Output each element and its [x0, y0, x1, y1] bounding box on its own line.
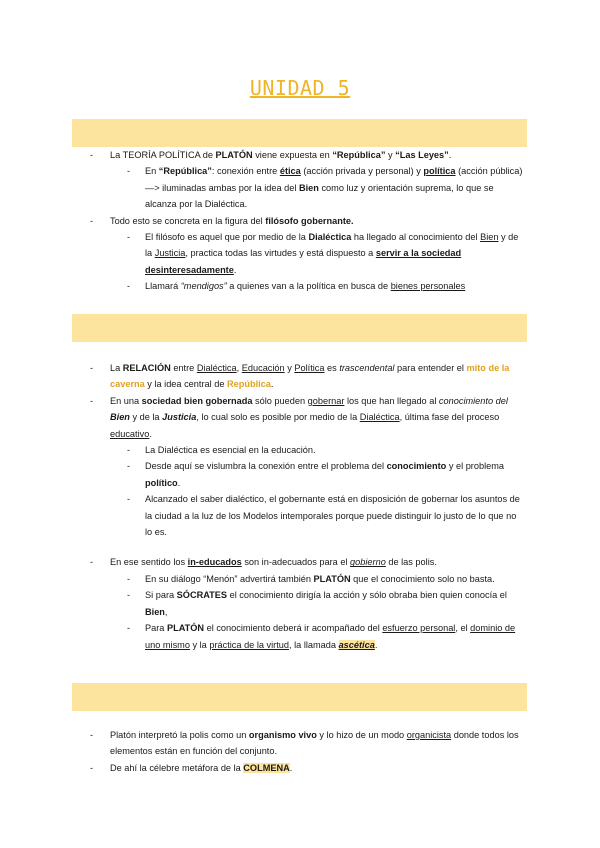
list-item: - En una sociedad bien gobernada sólo pueden gobernar los que han llegado al conocimiento del Bien y de la Justicia, lo cual solo es posible por medio de la Dialéctica, última fase del proceso educativo. [90, 395, 508, 439]
list-item: - En ese sentido los in-educados son in-adecuados para el gobierno de las polis. [90, 557, 437, 568]
list-item: - De ahí la célebre metáfora de la COLMENA. [90, 762, 293, 773]
list-item: - Platón interpretó la polis como un organismo vivo y lo hizo de un modo organicista donde todos los elementos están en función del conjunto. [90, 730, 519, 757]
list-item: - En su diálogo “Menón” advertirá también PLATÓN que el conocimiento solo no basta. [127, 573, 495, 584]
list-item: - Alcanzado el saber dialéctico, el gobernante está en disposición de gobernar los asuntos de la ciudad a la luz de los Modelos intemporales porque puede distinguir lo justo de lo que no lo es. [127, 494, 520, 538]
section-2 [0, 360, 600, 653]
section-band-2 [72, 314, 527, 342]
page-title: UNIDAD 5 [249, 76, 351, 100]
section-1 [0, 147, 600, 295]
section-3 [0, 727, 600, 776]
list-item: - Para PLATÓN el conocimiento deberá ir acompañado del esfuerzo personal, el dominio de uno mismo y la práctica de la virtud, la llamada ascética. [127, 623, 516, 650]
list-item: - Si para SÓCRATES el conocimiento dirigía la acción y sólo obraba bien quien conocía el Bien, [127, 590, 507, 617]
list-item: - El filósofo es aquel que por medio de la Dialéctica ha llegado al conocimiento del Bien y de la Justicia, practica todas las virtudes y está dispuesto a servir a la sociedad desinteresadamente. [127, 232, 519, 275]
list-item: - En “República”: conexión entre ética (acción privada y personal) y política (acción pública) —> iluminadas ambas por la idea del Bien como luz y orientación suprema, lo que se alcanza por la Dialéctica. [127, 166, 523, 210]
list-item: - La RELACIÓN entre Dialéctica, Educación y Política es trascendental para entender el mito de la caverna y la idea central de República. [90, 363, 510, 390]
section-band-1 [72, 119, 527, 147]
list-item: - Todo esto se concreta en la figura del filósofo gobernante. [90, 215, 354, 226]
section-band-3 [72, 683, 527, 711]
list-item: - Llamará “mendigos” a quienes van a la política en busca de bienes personales [127, 281, 466, 292]
list-item: - La TEORÍA POLÍTICA de PLATÓN viene expuesta en “República” y “Las Leyes”. [90, 150, 452, 160]
list-item: - Desde aquí se vislumbra la conexión entre el problema del conocimiento y el problema político. [127, 461, 505, 488]
list-item: - La Dialéctica es esencial en la educación. [127, 445, 316, 456]
